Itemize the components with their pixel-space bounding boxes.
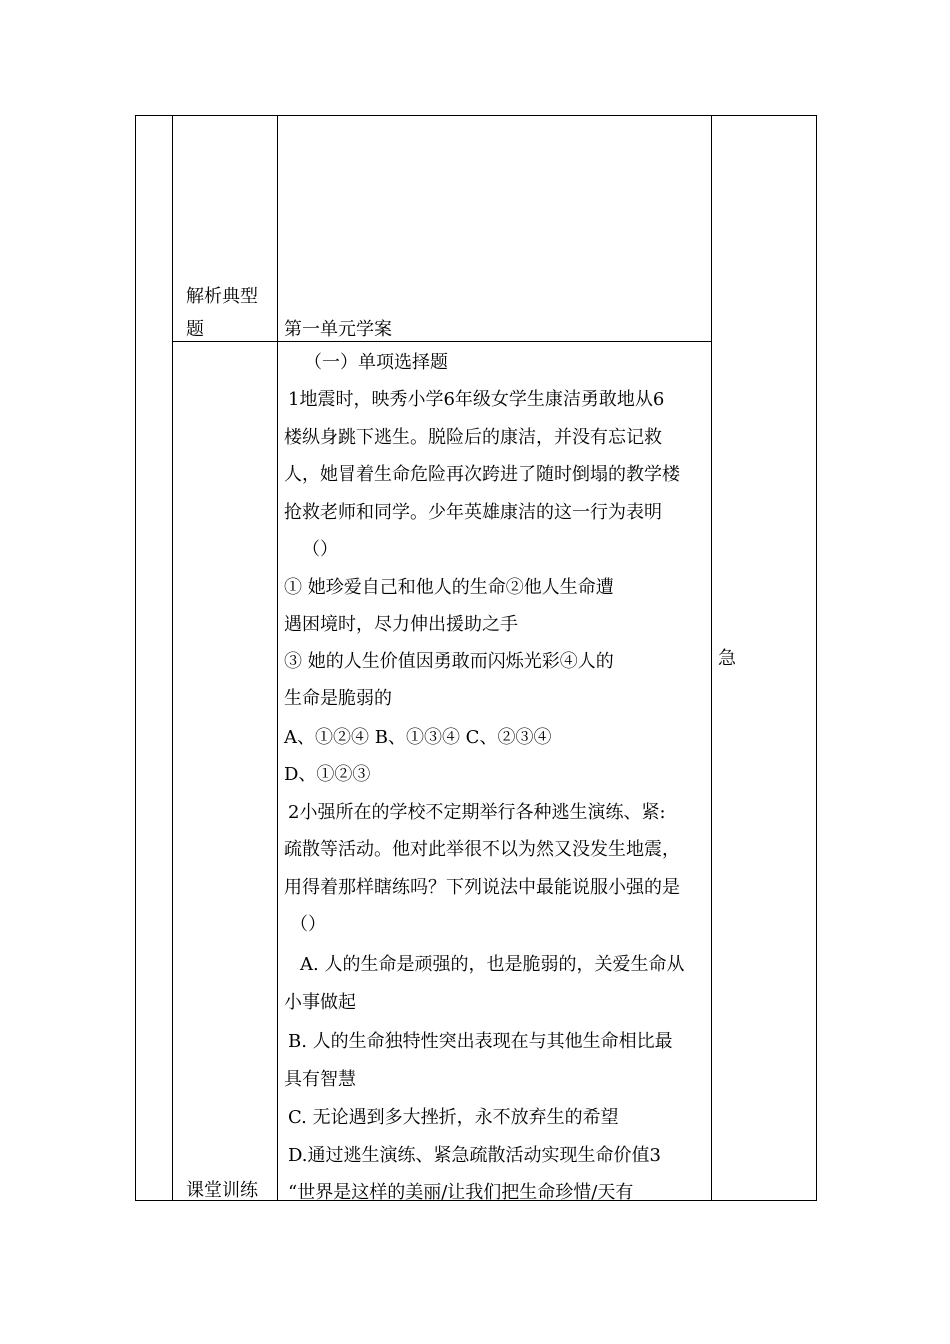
q1-line-8: ③ 她的人生价值因勇敢而闪烁光彩④人的 bbox=[284, 651, 614, 672]
q1-line-3: 人，她冒着生命危险再次跨进了随时倒塌的教学楼 bbox=[284, 464, 680, 485]
q1-line-1: 1地震时，映秀小学6年级女学生康洁勇敢地从6 bbox=[288, 389, 665, 410]
q1-line-2: 楼纵身跳下逃生。脱险后的康洁，并没有忘记救 bbox=[284, 427, 662, 448]
unit-title: 第一单元学案 bbox=[284, 319, 392, 340]
analysis-label-line-2: 题 bbox=[186, 319, 204, 340]
q2-line-5: A. 人的生命是顽强的，也是脆弱的，关爱生命从 bbox=[300, 954, 685, 975]
q1-line-9: 生命是脆弱的 bbox=[284, 688, 392, 709]
q2-line-9: C. 无论遇到多大挫折，永不放弃生的希望 bbox=[288, 1107, 619, 1128]
q2-line-11: “世界是这样的美丽/让我们把生命珍惜/天有 bbox=[288, 1182, 634, 1203]
q2-line-1: 2小强所在的学校不定期举行各种逃生演练、紧: bbox=[288, 802, 666, 823]
table-border-top bbox=[135, 115, 817, 116]
section-heading: （一）单项选择题 bbox=[304, 352, 448, 373]
q2-line-10: D.通过逃生演练、紧急疏散活动实现生命价值3 bbox=[288, 1145, 661, 1166]
row-divider bbox=[172, 341, 712, 342]
column-divider-2 bbox=[277, 115, 278, 1201]
side-note: 急 bbox=[718, 648, 736, 669]
q2-line-7: B. 人的生命独特性突出表现在与其他生命相比最 bbox=[288, 1031, 673, 1052]
column-divider-3 bbox=[711, 115, 712, 1201]
q1-line-7: 遇困境时，尽力伸出援助之手 bbox=[284, 614, 518, 635]
q2-line-3: 用得着那样瞎练吗？下列说法中最能说服小强的是 bbox=[284, 877, 680, 898]
q2-line-8: 具有智慧 bbox=[284, 1069, 356, 1090]
table-border-right bbox=[816, 115, 817, 1201]
q1-line-4: 抢救老师和同学。少年英雄康洁的这一行为表明 bbox=[284, 502, 662, 523]
analysis-label-line-1: 解析典型 bbox=[186, 286, 258, 307]
q1-line-10: A、①②④ B、①③④ C、②③④ bbox=[284, 727, 552, 748]
practice-label: 课堂训练 bbox=[186, 1180, 258, 1201]
q2-line-4: （） bbox=[290, 914, 326, 935]
q2-line-2: 疏散等活动。他对此举很不以为然又没发生地震， bbox=[284, 839, 680, 860]
q1-line-11: D、①②③ bbox=[284, 764, 371, 785]
column-divider-1 bbox=[172, 115, 173, 1201]
table-border-left bbox=[135, 115, 136, 1201]
q1-line-5: （） bbox=[302, 539, 338, 560]
q1-line-6: ① 她珍爱自己和他人的生命②他人生命遭 bbox=[284, 577, 614, 598]
q2-line-6: 小事做起 bbox=[284, 992, 356, 1013]
